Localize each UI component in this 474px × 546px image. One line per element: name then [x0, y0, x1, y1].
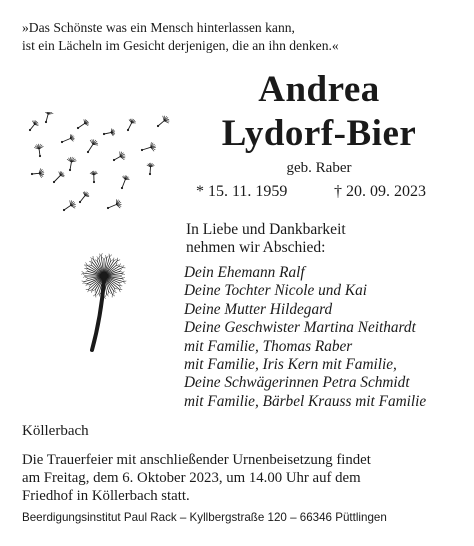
undertaker-info: Beerdigungsinstitut Paul Rack – Kyllbergstraße 120 – 66346 Püttlingen [22, 511, 387, 524]
mourner-line: Deine Schwägerinnen Petra Schmidt [184, 374, 410, 392]
mourner-line: mit Familie, Iris Kern mit Familie, [184, 356, 397, 374]
mourner-line: Deine Geschwister Martina Neithardt [184, 319, 416, 337]
mourner-line: Dein Ehemann Ralf [184, 264, 305, 281]
mourner-line: mit Familie, Bärbel Krauss mit Familie [184, 392, 427, 410]
farewell-line: In Liebe und Dankbarkeit [186, 221, 346, 238]
birth-name: geb. Raber [286, 160, 352, 176]
dandelion-seeds-icon [18, 112, 178, 224]
farewell-line: nehmen wir Abschied: [186, 239, 326, 256]
dandelion-icon [76, 250, 136, 354]
service-line: Friedhof in Köllerbach statt. [22, 488, 190, 504]
farewell-text [186, 221, 346, 257]
quote [22, 19, 339, 55]
mourner-list [184, 264, 426, 411]
place-name: Köllerbach [22, 423, 89, 439]
service-line: Die Trauerfeier mit anschließender Urnenbeisetzung findet [22, 452, 371, 468]
quote-line: »Das Schönste was ein Mensch hinterlassen kann, [22, 20, 295, 35]
mourner-line: mit Familie, Thomas Raber [184, 337, 353, 355]
service-info [22, 451, 371, 505]
mourner-line: Deine Mutter Hildegard [184, 300, 333, 318]
death-date: † 20. 09. 2023 [334, 183, 426, 200]
birth-date: * 15. 11. 1959 [196, 183, 288, 200]
service-line: am Freitag, dem 6. Oktober 2023, um 14.00 Uhr auf dem [22, 470, 361, 486]
quote-line: ist ein Lächeln im Gesicht derjenigen, die an ihn denken.« [22, 38, 339, 53]
deceased-last-name: Lydorf-Bier [221, 113, 417, 154]
mourner-line: Deine Tochter Nicole und Kai [184, 282, 367, 300]
deceased-first-name: Andrea [258, 69, 380, 110]
